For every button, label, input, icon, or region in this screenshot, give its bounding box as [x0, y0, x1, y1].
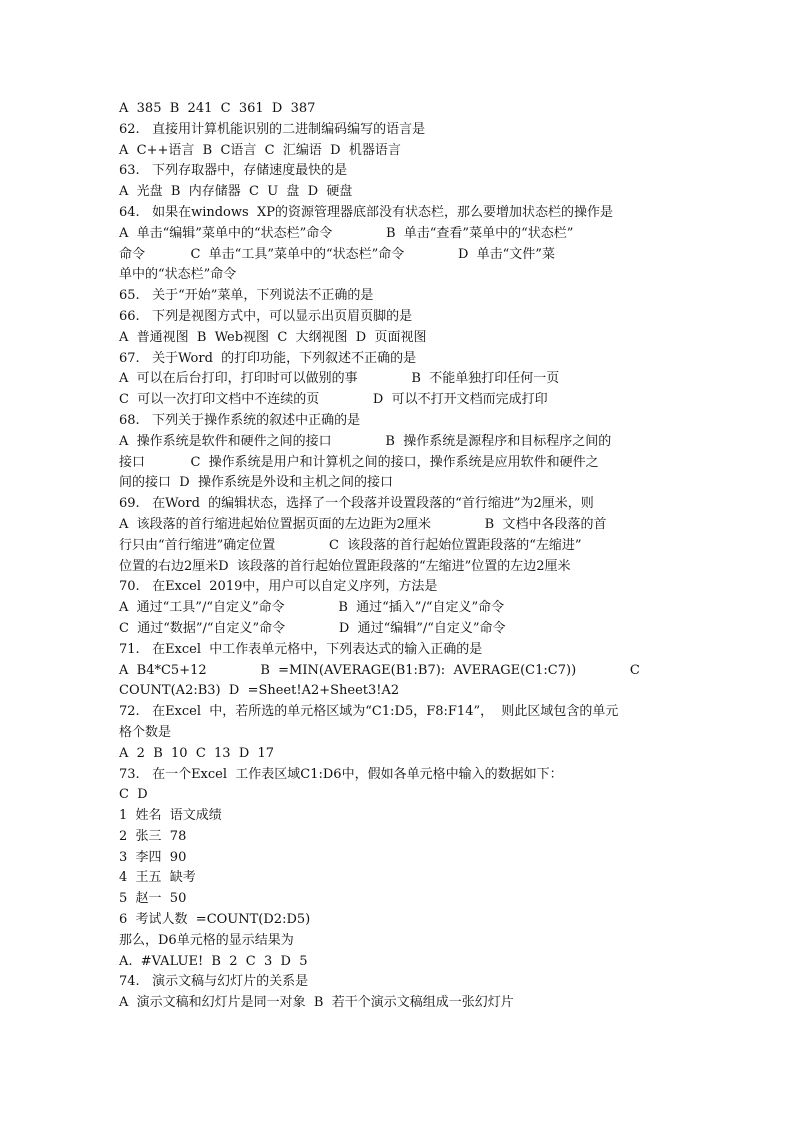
text-line: COUNT(A2:B3) D =Sheet!A2+Sheet3!A2 [119, 683, 400, 699]
text-line: A 操作系统是软件和硬件之间的接口 B 操作系统是源程序和目标程序之间的 [119, 433, 612, 449]
text-line: 73. 在一个Excel 工作表区域C1:D6中，假如各单元格中输入的数据如下： [119, 766, 563, 782]
text-line: A C++语言 B C语言 C 汇编语 D 机器语言 [119, 142, 401, 158]
text-line: 68. 下列关于操作系统的叙述中正确的是 [119, 412, 361, 428]
text-line: 位置的右边2厘米D 该段落的首行起始位置距段落的“左缩进”位置的左边2厘米 [119, 558, 571, 574]
text-line: 65. 关于“开始”菜单，下列说法不正确的是 [119, 288, 374, 304]
text-line: 72. 在Excel 中，若所选的单元格区域为“C1:D5，F8:F14”， 则此区域包含的单元 [119, 704, 619, 720]
document-body [119, 99, 679, 1014]
text-line: 行只由“首行缩进”确定位置 C 该段落的首行起始位置距段落的“左缩进” [119, 537, 582, 553]
text-line: A 可以在后台打印，打印时可以做别的事 B 不能单独打印任何一页 [119, 371, 560, 387]
text-line: 6 考试人数 =COUNT(D2:D5) [119, 912, 311, 928]
text-line: C 通过“数据”/“自定义”命令 D 通过“编辑”/“自定义”命令 [119, 620, 506, 636]
text-line: 4 王五 缺考 [119, 870, 196, 886]
text-line: 5 赵一 50 [119, 891, 187, 907]
text-line: C 可以一次打印文档中不连续的页 D 可以不打开文档而完成打印 [119, 392, 548, 408]
text-line: 63. 下列存取器中，存储速度最快的是 [119, 163, 348, 179]
text-line: 单中的“状态栏”命令 [119, 267, 237, 283]
text-line: 接口 C 操作系统是用户和计算机之间的接口，操作系统是应用软件和硬件之 [119, 454, 599, 470]
text-line: 那么，D6单元格的显示结果为 [119, 932, 294, 948]
text-line: 67. 关于Word 的打印功能，下列叙述不正确的是 [119, 350, 417, 366]
text-line: A 单击“编辑”菜单中的“状态栏”命令 B 单击“查看”菜单中的“状态栏” [119, 225, 574, 241]
text-line: A. #VALUE! B 2 C 3 D 5 [119, 953, 308, 969]
text-line: 70. 在Excel 2019中，用户可以自定义序列，方法是 [119, 579, 438, 595]
text-line: 格个数是 [119, 724, 172, 740]
text-line: 64. 如果在windows XP的资源管理器底部没有状态栏，那么要增加状态栏的操作是 [119, 204, 613, 220]
text-line: A 演示文稿和幻灯片是同一对象 B 若干个演示文稿组成一张幻灯片 [119, 995, 514, 1011]
text-line: 1 姓名 语文成绩 [119, 808, 222, 824]
text-line: 2 张三 78 [119, 828, 187, 844]
text-line: A 通过“工具”/“自定义”命令 B 通过“插入”/“自定义”命令 [119, 600, 505, 616]
text-line: 71. 在Excel 中工作表单元格中，下列表达式的输入正确的是 [119, 641, 483, 657]
text-line: C D [119, 787, 148, 803]
text-line: A 该段落的首行缩进起始位置据页面的左边距为2厘米 B 文档中各段落的首 [119, 516, 607, 532]
text-line: A 光盘 B 内存储器 C U 盘 D 硬盘 [119, 184, 353, 200]
text-line: 命令 C 单击“工具”菜单中的“状态栏”命令 D 单击“文件”菜 [119, 246, 555, 262]
text-line: 69. 在Word 的编辑状态，选择了一个段落并设置段落的“首行缩进”为2厘米，则 [119, 496, 594, 512]
text-line: 62. 直接用计算机能识别的二进制编码编写的语言是 [119, 121, 426, 137]
text-line: A 2 B 10 C 13 D 17 [119, 745, 275, 761]
text-line: 3 李四 90 [119, 849, 187, 865]
text-line: 间的接口 D 操作系统是外设和主机之间的接口 [119, 475, 393, 491]
text-line: 74. 演示文稿与幻灯片的关系是 [119, 974, 309, 990]
text-line: 66. 下列是视图方式中，可以显示出页眉页脚的是 [119, 308, 413, 324]
text-line: A B4*C5+12 B =MIN(AVERAGE(B1:B7): AVERAGE(C1:C7)) C [119, 662, 640, 678]
text-line: A 385 B 241 C 361 D 387 [119, 101, 316, 116]
text-line: A 普通视图 B Web视图 C 大纲视图 D 页面视图 [119, 329, 427, 345]
